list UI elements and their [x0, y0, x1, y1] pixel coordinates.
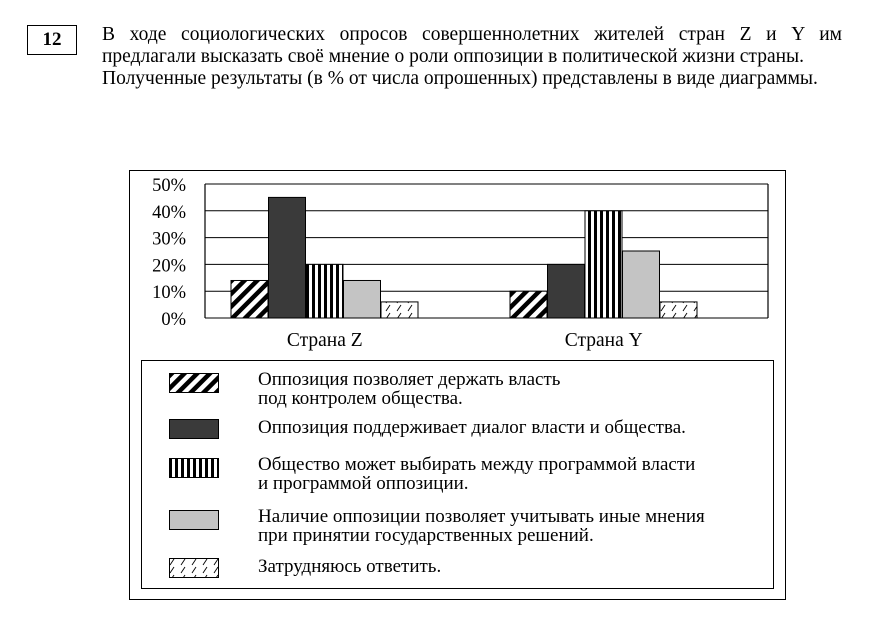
- bar-z-3: [306, 264, 343, 318]
- bar-y-5: [660, 302, 697, 318]
- legend-label: [258, 370, 778, 408]
- question-number: 12: [27, 25, 77, 55]
- category-label: Страна Z: [286, 330, 363, 351]
- bar-y-1: [510, 291, 547, 318]
- bar-y-3: [585, 211, 622, 318]
- y-tick-label: 20%: [152, 256, 186, 277]
- y-tick-label: 30%: [152, 229, 186, 250]
- chart-legend: [141, 360, 774, 589]
- y-tick-label: 40%: [152, 202, 186, 223]
- legend-label-line: Затрудняюсь ответить.: [258, 556, 442, 577]
- category-label: Страна Y: [564, 330, 643, 351]
- bar-z-5: [381, 302, 418, 318]
- legend-swatch-dashed: [169, 558, 219, 578]
- legend-label: [258, 557, 778, 576]
- chart-labels: [152, 176, 643, 351]
- legend-label-line: Оппозиция позволяет держать власть: [258, 369, 561, 390]
- legend-label: [258, 418, 778, 437]
- legend-swatch-diagonal: [169, 373, 219, 393]
- y-tick-label: 10%: [152, 283, 186, 304]
- legend-label-line: Общество может выбирать между программой власти: [258, 454, 696, 475]
- legend-label: [258, 507, 778, 545]
- legend-swatch-vertical: [169, 458, 219, 478]
- bar-z-2: [269, 197, 306, 318]
- question-paragraph-1: В ходе социологических опросов совершеннолетних жителей стран Z и Y им предлагали высказать своё мнение о роли оппозиции в политической жизни страны.: [102, 24, 842, 67]
- legend-label: [258, 455, 778, 493]
- legend-label-line: при принятии государственных решений.: [258, 525, 594, 546]
- bar-y-4: [623, 251, 660, 318]
- y-tick-label: 0%: [161, 310, 186, 330]
- legend-label-line: Наличие оппозиции позволяет учитывать иные мнения: [258, 506, 705, 527]
- legend-swatch-light: [169, 510, 219, 530]
- bar-y-2: [548, 264, 585, 318]
- bar-z-1: [231, 280, 268, 318]
- legend-label-line: Оппозиция поддерживает диалог власти и общества.: [258, 417, 686, 438]
- question-paragraph-2: Полученные результаты (в % от числа опрошенных) представлены в виде диаграммы.: [102, 68, 818, 89]
- y-tick-label: 50%: [152, 176, 186, 196]
- legend-label-line: и программой оппозиции.: [258, 473, 469, 494]
- chart-bars: [231, 197, 697, 318]
- legend-label-line: под контролем общества.: [258, 388, 463, 409]
- bar-z-4: [344, 280, 381, 318]
- legend-swatch-dark: [169, 419, 219, 439]
